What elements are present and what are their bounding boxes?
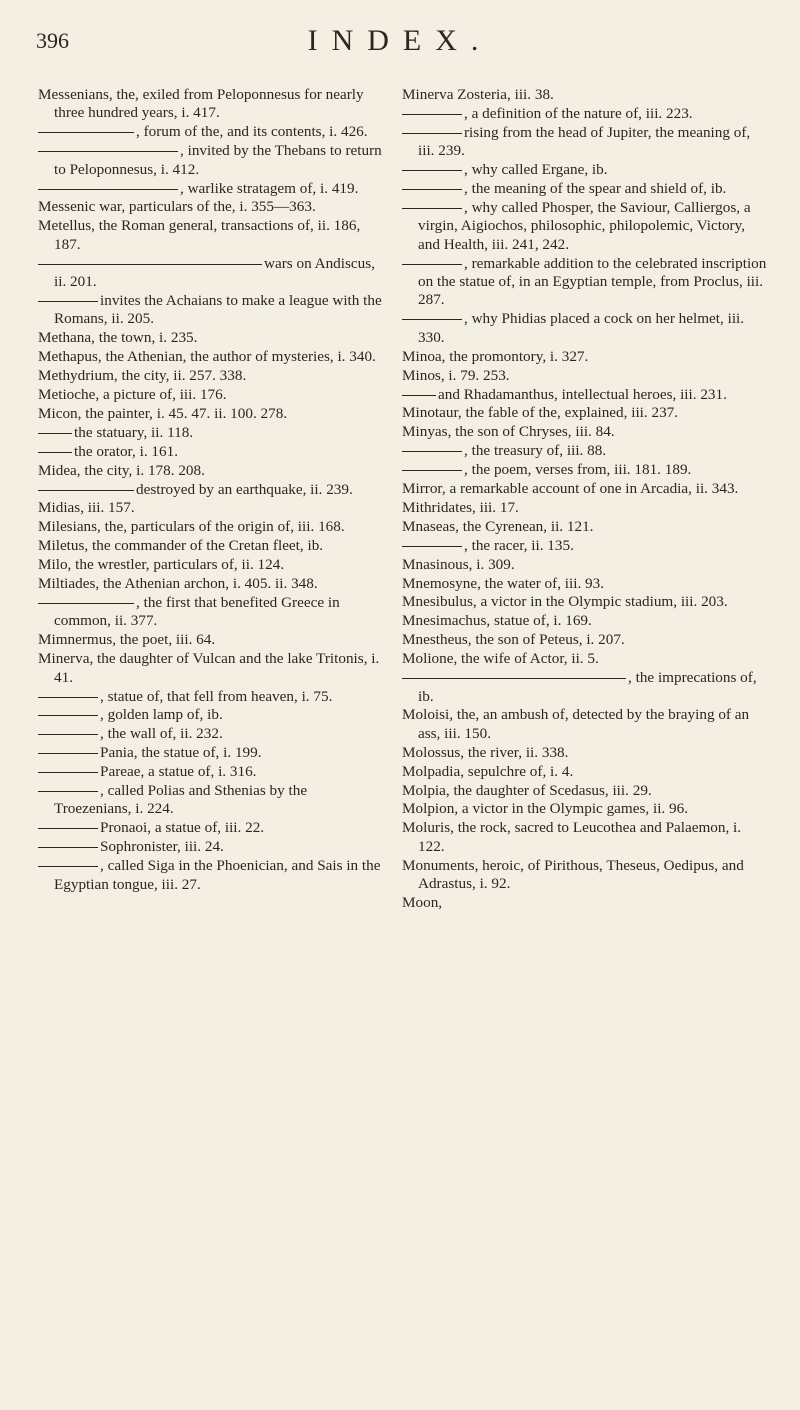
index-entry-text: Mnasinous, i. 309. [402, 555, 515, 573]
index-entry [402, 537, 768, 555]
index-entry-text: , the wall of, ii. 232. [100, 725, 223, 743]
index-entry [38, 123, 388, 141]
index-entry [38, 594, 388, 631]
index-entry [402, 744, 768, 762]
index-entry-text: , called Siga in the Phoenician, and Sais in the Egyptian tongue, iii. 27. [54, 857, 381, 893]
index-entry [38, 744, 388, 762]
index-entry-text: Messenians, the, exiled from Peloponnesus for nearly three hundred years, i. 417. [38, 86, 364, 122]
index-entry-text: Mimnermus, the poet, iii. 64. [38, 631, 216, 649]
index-entry [402, 367, 768, 385]
index-entry-text: Miletus, the commander of the Cretan fleet, ib. [38, 537, 324, 555]
ditto-dash [38, 847, 98, 848]
index-entry-text: , warlike stratagem of, i. 419. [180, 179, 359, 197]
index-entry [38, 255, 388, 292]
index-entry [402, 124, 768, 161]
index-entry-text: Molossus, the river, ii. 338. [402, 743, 569, 761]
ditto-dash [402, 546, 462, 547]
index-entry [38, 650, 388, 687]
page-header [36, 24, 764, 64]
ditto-dash [402, 319, 462, 320]
index-entry [402, 575, 768, 593]
index-entry [402, 105, 768, 123]
index-entry [38, 198, 388, 216]
index-entry [402, 404, 768, 422]
ditto-dash [402, 395, 436, 396]
index-entry-text: destroyed by an earthquake, ii. 239. [136, 480, 353, 498]
index-entry-text: Micon, the painter, i. 45. 47. ii. 100. 278. [38, 404, 288, 422]
index-entry-text: , the racer, ii. 135. [464, 536, 574, 554]
index-entry [402, 631, 768, 649]
index-entry [38, 556, 388, 574]
index-entry-text: Methapus, the Athenian, the author of mysteries, i. 340. [38, 348, 376, 366]
index-entry [402, 612, 768, 630]
index-entry-text: and Rhadamanthus, intellectual heroes, iii. 231. [438, 385, 727, 403]
index-entry [402, 386, 768, 404]
index-entry [402, 800, 768, 818]
index-entry-text: , called Polias and Sthenias by the Troezenians, i. 224. [54, 782, 308, 818]
index-entry-text: Methana, the town, i. 235. [38, 329, 198, 347]
ditto-dash [38, 715, 98, 716]
page-title: INDEX. [307, 24, 493, 57]
index-entry [38, 481, 388, 499]
index-entry-text: Miltiades, the Athenian archon, i. 405. ii. 348. [38, 575, 318, 593]
index-entry-text: , forum of the, and its contents, i. 426. [136, 123, 368, 141]
index-entry [402, 310, 768, 347]
index-entry-text: Mithridates, iii. 17. [402, 498, 519, 516]
index-entry [38, 462, 388, 480]
index-entry [38, 367, 388, 385]
index-entry-text: , invited by the Thebans to return to Peloponnesus, i. 412. [54, 142, 382, 178]
index-entry-text: Metellus, the Roman general, transactions of, ii. 186, 187. [38, 217, 361, 253]
index-entry-text: Mnestheus, the son of Peteus, i. 207. [402, 631, 625, 649]
ditto-dash [38, 264, 262, 265]
index-entry-text: Mnesibulus, a victor in the Olympic stadium, iii. 203. [402, 593, 728, 611]
index-entry-text: wars on Andiscus, ii. 201. [54, 254, 375, 291]
index-entry-text: Mnesimachus, statue of, i. 169. [402, 612, 592, 630]
index-entry [38, 518, 388, 536]
ditto-dash [402, 470, 462, 471]
ditto-dash [402, 189, 462, 190]
index-entry [38, 386, 388, 404]
index-entry [38, 819, 388, 837]
index-entry [38, 763, 388, 781]
index-entry [402, 518, 768, 536]
index-entry-text: Minos, i. 79. 253. [402, 366, 510, 384]
index-entry-text: Mnaseas, the Cyrenean, ii. 121. [402, 517, 594, 535]
index-entry [38, 348, 388, 366]
index-entry-text: , the poem, verses from, iii. 181. 189. [464, 461, 692, 479]
ditto-dash [38, 791, 98, 792]
index-entry [402, 423, 768, 441]
index-entry-text: Pronaoi, a statue of, iii. 22. [100, 819, 265, 837]
index-entry [38, 292, 388, 329]
index-entry [38, 706, 388, 724]
index-entry [402, 593, 768, 611]
index-entry-text: , the imprecations of, ib. [418, 669, 757, 705]
index-entry [38, 857, 388, 894]
index-entry [38, 725, 388, 743]
index-entry-text: Minerva Zosteria, iii. 38. [402, 86, 554, 103]
index-entry [38, 782, 388, 819]
ditto-dash [402, 114, 462, 115]
index-entry-text: Molpion, a victor in the Olympic games, ii. 96. [402, 800, 688, 818]
left-column [38, 86, 388, 894]
ditto-dash [38, 490, 134, 491]
index-entry [402, 556, 768, 574]
index-entry [402, 857, 768, 894]
ditto-dash [38, 697, 98, 698]
index-entry-text: Midea, the city, i. 178. 208. [38, 461, 205, 479]
index-entry-text: Molione, the wife of Actor, ii. 5. [402, 650, 599, 668]
index-entry-text: , a definition of the nature of, iii. 223. [464, 104, 693, 122]
index-entry [38, 180, 388, 198]
index-entry-text: Monuments, heroic, of Pirithous, Theseus, Oedipus, and Adrastus, i. 92. [402, 856, 744, 893]
index-entry [38, 217, 388, 254]
index-entry-text: Metioche, a picture of, iii. 176. [38, 386, 227, 403]
index-entry-text: , the meaning of the spear and shield of, ib. [464, 180, 727, 198]
index-entry-text: the statuary, ii. 118. [74, 423, 194, 441]
index-entry [38, 329, 388, 347]
index-entry-text: Moloisi, the, an ambush of, detected by the braying of an ass, iii. 150. [402, 706, 750, 742]
index-entry-text: Pareae, a statue of, i. 316. [100, 763, 257, 781]
ditto-dash [402, 208, 462, 209]
index-entry-text: Sophronister, iii. 24. [100, 838, 224, 856]
index-entry [402, 499, 768, 517]
index-entry [402, 650, 768, 668]
ditto-dash [38, 866, 98, 867]
index-entry-text: , statue of, that fell from heaven, i. 75. [100, 687, 333, 705]
ditto-dash [38, 301, 98, 302]
ditto-dash [402, 678, 626, 679]
index-entry [402, 461, 768, 479]
index-entry [38, 424, 388, 442]
index-entry-text: rising from the head of Jupiter, the meaning of, iii. 239. [418, 123, 751, 160]
page-number: 396 [36, 28, 69, 53]
index-entry-text: Minerva, the daughter of Vulcan and the lake Tritonis, i. 41. [38, 650, 380, 686]
index-entry [38, 142, 388, 179]
index-entry-text: , remarkable addition to the celebrated inscription on the statue of, in an Egyptian temple, from Proclus, iii. 287. [418, 254, 767, 309]
index-entry-text: , golden lamp of, ib. [100, 706, 223, 724]
index-entry-text: Minyas, the son of Chryses, iii. 84. [402, 423, 615, 441]
index-entry [38, 575, 388, 593]
index-entry [402, 86, 768, 104]
index-entry [402, 480, 768, 498]
index-entry [402, 348, 768, 366]
index-entry [38, 499, 388, 517]
index-entry-text: Minotaur, the fable of the, explained, iii. 237. [402, 404, 679, 422]
index-entry [402, 819, 768, 856]
ditto-dash [38, 772, 98, 773]
index-entry [402, 782, 768, 800]
index-entry-text: , the treasury of, iii. 88. [464, 442, 607, 460]
index-entry [402, 255, 768, 310]
index-entry-text: Mnemosyne, the water of, iii. 93. [402, 574, 605, 592]
index-entry-text: Methydrium, the city, ii. 257. 338. [38, 367, 247, 385]
index-entry-text: , the first that benefited Greece in common, ii. 377. [54, 593, 340, 630]
index-entry-text: Molpia, the daughter of Scedasus, iii. 29. [402, 781, 652, 799]
ditto-dash [402, 133, 462, 134]
ditto-dash [38, 189, 178, 190]
ditto-dash [38, 828, 98, 829]
index-entry [38, 537, 388, 555]
index-entry [38, 86, 388, 123]
index-entry [402, 894, 768, 912]
index-entry-text: Midias, iii. 157. [38, 499, 135, 517]
ditto-dash [38, 734, 98, 735]
ditto-dash [38, 132, 134, 133]
index-entry [38, 443, 388, 461]
index-entry-text: Messenic war, particulars of the, i. 355—363. [38, 198, 316, 216]
index-entry-text: invites the Achaians to make a league with the Romans, ii. 205. [54, 291, 382, 328]
index-entry [38, 631, 388, 649]
ditto-dash [38, 603, 134, 604]
index-entry-text: Minoa, the promontory, i. 327. [402, 347, 589, 365]
ditto-dash [402, 264, 462, 265]
ditto-dash [402, 170, 462, 171]
index-entry [38, 688, 388, 706]
index-entry-text: Pania, the statue of, i. 199. [100, 744, 262, 762]
ditto-dash [38, 151, 178, 152]
index-entry [402, 199, 768, 254]
index-entry-text: Moon, [402, 893, 443, 911]
index-entry-text: Milo, the wrestler, particulars of, ii. 124. [38, 556, 285, 574]
ditto-dash [38, 753, 98, 754]
index-entry-text: Milesians, the, particulars of the origin of, iii. 168. [38, 518, 345, 536]
index-entry [402, 180, 768, 198]
index-entry [402, 706, 768, 743]
index-entry [38, 405, 388, 423]
index-entry-text: , why called Phosper, the Saviour, Calliergos, a virgin, Aigiochos, philosophic, philopolemic, Victory, and Health, iii. 241, 242. [418, 198, 751, 253]
ditto-dash [38, 433, 72, 434]
right-column [402, 86, 768, 913]
index-entry-text: Mirror, a remarkable account of one in Arcadia, ii. 343. [402, 480, 739, 498]
ditto-dash [402, 451, 462, 452]
index-entry [402, 442, 768, 460]
index-entry-text: , why called Ergane, ib. [464, 161, 608, 179]
ditto-dash [38, 452, 72, 453]
index-entry-text: Molpadia, sepulchre of, i. 4. [402, 762, 574, 780]
index-entry [402, 669, 768, 706]
index-entry-text: , why Phidias placed a cock on her helmet, iii. 330. [418, 310, 745, 346]
index-entry-text: the orator, i. 161. [74, 442, 178, 460]
index-entry [38, 838, 388, 856]
index-entry-text: Moluris, the rock, sacred to Leucothea and Palaemon, i. 122. [402, 819, 742, 855]
index-entry [402, 161, 768, 179]
index-entry [402, 763, 768, 781]
